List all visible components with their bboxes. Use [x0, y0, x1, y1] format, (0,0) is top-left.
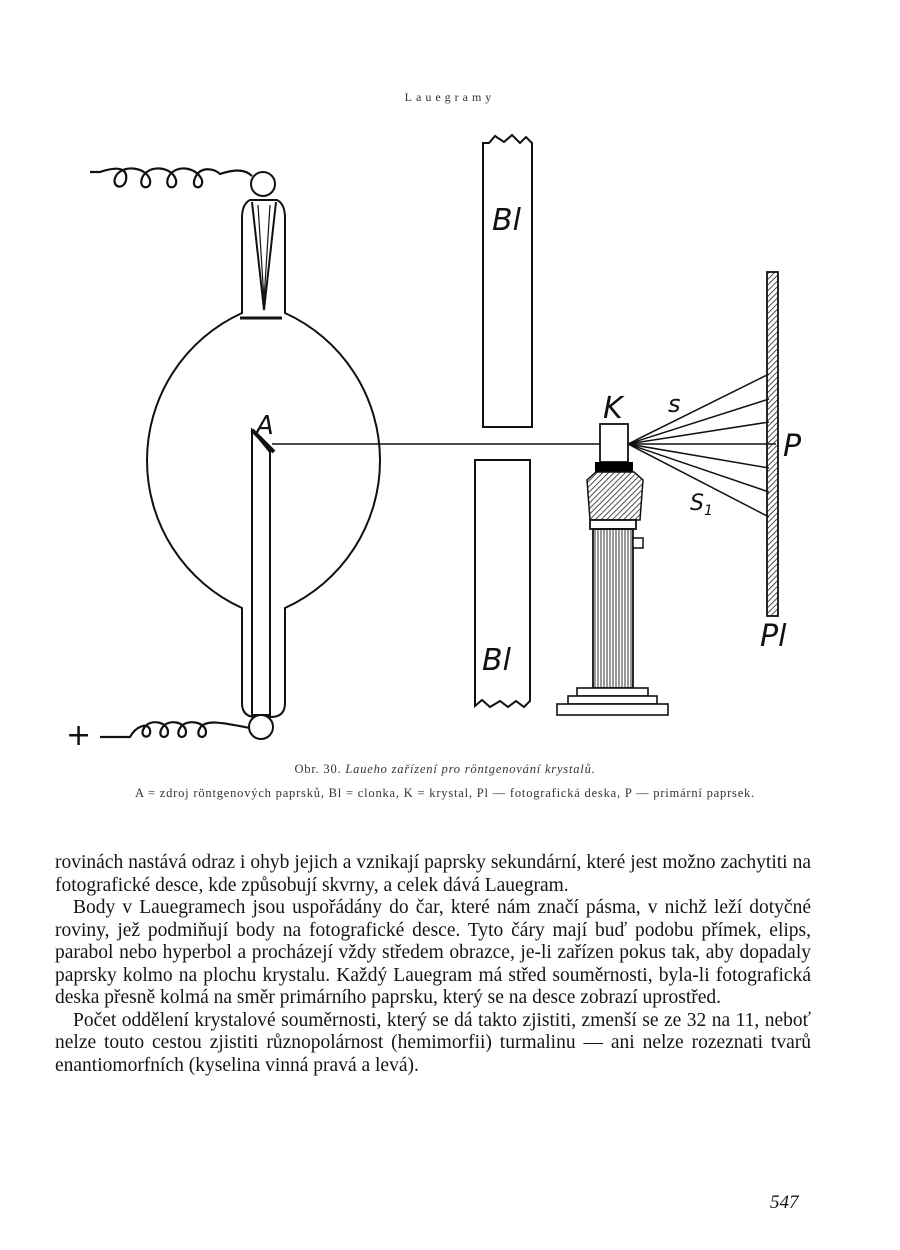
diaphragm-top — [483, 135, 532, 427]
top-terminal-knob — [251, 172, 275, 196]
figure-number: Obr. 30. — [294, 762, 342, 776]
running-header: Lauegramy — [404, 90, 496, 104]
label-plus: + — [66, 718, 92, 750]
paragraph-3: Počet oddělení krystalové souměrnosti, který se dá takto zjistiti, zmenší se ze 32 na 11, neboť nelze touto cestou zjistiti různopolárnost (hemimorfii) turmalinu — ani nelze rozeznati tvarů enantiomorfních (kyselina vinná pravá a levá). — [55, 1009, 811, 1076]
label-s1: S — [690, 491, 704, 516]
stand-collar — [590, 520, 636, 529]
crystal — [600, 424, 628, 462]
stand-base-top — [577, 688, 648, 696]
label-bl-bottom: Bl — [482, 643, 511, 678]
upper-wire-coil — [90, 168, 252, 187]
paragraph-1: rovinách nastává odraz i ohyb jejich a vznikají paprsky sekundární, které jest možno zachytiti na fotografické desce, kde způsobují skvrny, a celek dává Lauegram. — [55, 852, 811, 896]
stand-column — [593, 529, 633, 688]
label-K: K — [603, 391, 623, 426]
photographic-plate — [767, 272, 778, 616]
label-P: P — [783, 429, 802, 464]
lower-wire-coil — [100, 722, 250, 737]
label-s1-sub: 1 — [704, 503, 713, 519]
bottom-terminal-knob — [249, 715, 273, 739]
figure-legend: A = zdroj röntgenových paprsků, Bl = clonka, K = krystal, Pl — fotografická deska, P — primární paprsek. — [134, 786, 756, 800]
body-text — [55, 852, 811, 1077]
label-s: s — [668, 390, 681, 418]
label-Pl: Pl — [760, 619, 787, 654]
stand-base-bottom — [557, 704, 668, 715]
page-number: 547 — [770, 1192, 799, 1213]
paragraph-2: Body v Lauegramech jsou uspořádány do čar, které nám značí pásma, v nichž leží dotyčné roviny, jež podmiňují body na fotografické desce. Tyto čáry mají buď podobu přímek, elips, parabol nebo hyperbol a procházejí vždy středem obrazce, je-li zařízen pokus tak, aby dopadaly paprsky kolmo na plochu krystalu. Každý Lauegram má střed souměrnosti, byla-li fotografická deska přesně kolmá na směr primárního paprsku, který se na desce zobrazí uprostřed. — [55, 897, 811, 1008]
label-A: A — [256, 411, 274, 441]
anode — [252, 430, 270, 715]
holder-cone — [587, 472, 643, 520]
label-bl-top: Bl — [492, 203, 521, 238]
holder-block — [595, 462, 633, 472]
figure-title: Laueho zařízení pro röntgenování krystalů. — [345, 762, 596, 776]
stand-base-mid — [568, 696, 657, 704]
stand-screw — [633, 538, 643, 548]
laue-apparatus-figure — [0, 120, 900, 750]
figure-caption-title — [60, 762, 830, 777]
